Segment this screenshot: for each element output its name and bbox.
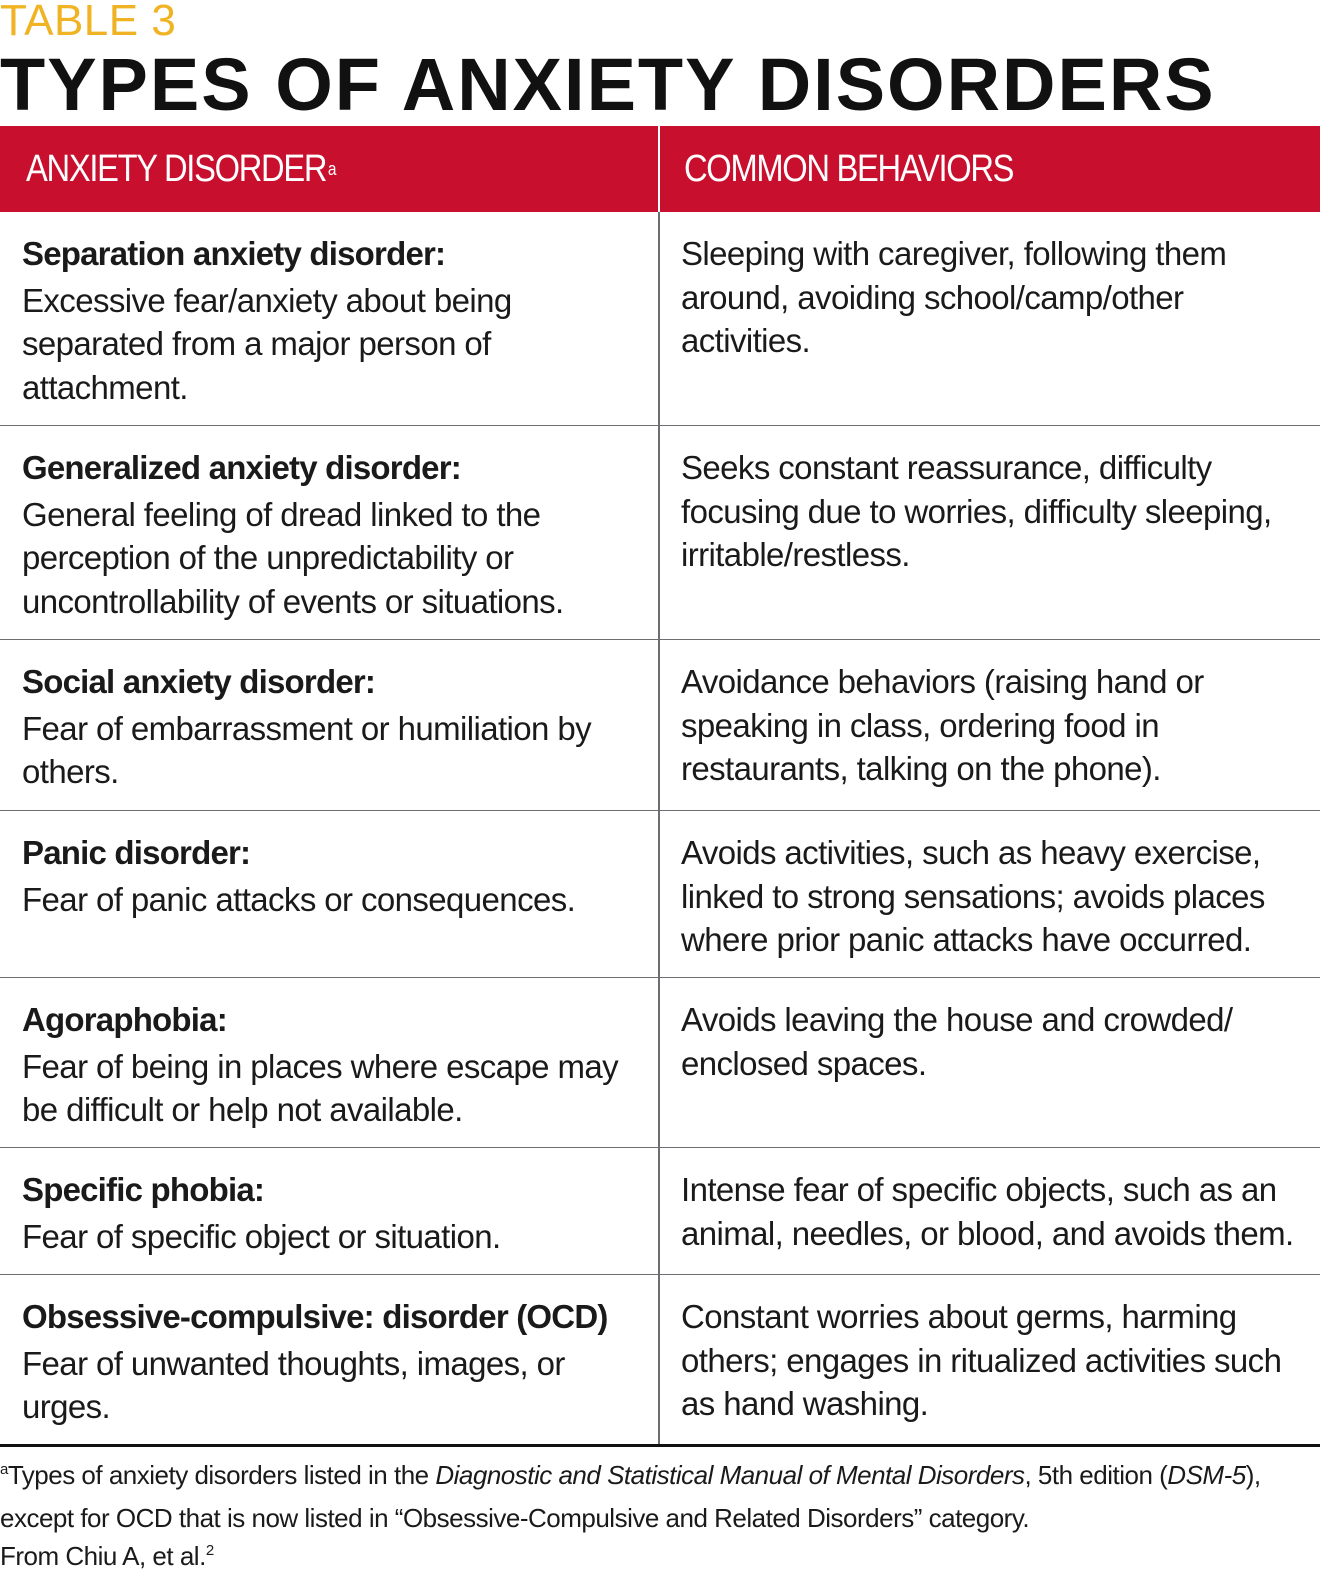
disorder-cell — [22, 232, 652, 409]
header-footnote-mark: a — [327, 159, 336, 179]
disorder-description: Excessive fear/anxiety about being separated from a major person of attachment. — [22, 281, 512, 406]
column-divider — [658, 426, 660, 639]
disorder-cell — [22, 1168, 652, 1258]
column-divider — [658, 811, 660, 977]
column-divider — [658, 978, 660, 1147]
footnote-source-reference: 2 — [205, 1542, 214, 1559]
behaviors-cell: Constant worries about germs, harming others; engages in ritualized activities such as hand washing. — [681, 1298, 1282, 1422]
disorder-description: Fear of embarrassment or humiliation by others. — [22, 709, 592, 790]
disorder-cell — [22, 831, 652, 921]
table-header-row — [0, 126, 1320, 212]
header-common-behaviors: COMMON BEHAVIORS — [684, 148, 1014, 190]
table-row — [0, 1275, 1320, 1447]
footnote-mark: a — [0, 1461, 8, 1478]
disorder-name: Generalized anxiety disorder: — [22, 449, 461, 486]
footnote-source: From Chiu A, et al. — [0, 1541, 206, 1571]
disorder-cell — [22, 998, 652, 1132]
disorder-name: Social anxiety disorder: — [22, 663, 376, 700]
footnote-manual-abbrev: DSM-5 — [1167, 1460, 1246, 1490]
disorder-name: Specific phobia: — [22, 1171, 265, 1208]
disorder-description: General feeling of dread linked to the perception of the unpredictability or uncontrollability of events or situations. — [22, 495, 564, 620]
disorder-name: Panic disorder: — [22, 834, 251, 871]
behaviors-cell: Avoidance behaviors (raising hand or speaking in class, ordering food in restaurants, talking on the phone). — [681, 663, 1204, 787]
header-anxiety-disorder-label: ANXIETY DISORDER — [26, 148, 327, 190]
column-divider — [658, 640, 660, 810]
footnote-text-before: Types of anxiety disorders listed in the — [7, 1460, 436, 1490]
disorder-description: Fear of specific object or situation. — [22, 1217, 501, 1255]
header-anxiety-disorder — [26, 126, 335, 212]
footnote-manual-title: Diagnostic and Statistical Manual of Mental Disorders — [435, 1460, 1025, 1490]
behaviors-cell: Intense fear of specific objects, such as an animal, needles, or blood, and avoids them. — [681, 1171, 1294, 1252]
table-row — [0, 811, 1320, 978]
disorder-description: Fear of unwanted thoughts, images, or urges. — [22, 1344, 565, 1425]
column-divider — [658, 1275, 660, 1444]
footnote-text-after: ), except for OCD that is now listed in “Obsessive-Compulsive and Related Disorders” category. — [0, 1460, 1261, 1533]
behaviors-cell: Sleeping with caregiver, following them around, avoiding school/camp/other activities. — [681, 235, 1227, 359]
disorder-cell — [22, 446, 652, 623]
table-row — [0, 978, 1320, 1148]
disorder-cell — [22, 660, 652, 794]
table-row — [0, 1148, 1320, 1275]
page-title: TYPES OF ANXIETY DISORDERS — [0, 43, 1216, 126]
footnote-text-mid: , 5th edition ( — [1024, 1460, 1168, 1490]
behaviors-cell: Avoids activities, such as heavy exercise, linked to strong sensations; avoids places where prior panic attacks have occurred. — [681, 834, 1265, 958]
disorder-name: Obsessive-compulsive: disorder (OCD) — [22, 1298, 608, 1335]
table-row — [0, 212, 1320, 426]
disorder-name: Separation anxiety disorder: — [22, 235, 446, 272]
behaviors-cell: Seeks constant reassurance, difficulty focusing due to worries, difficulty sleeping, irritable/restless. — [681, 449, 1272, 573]
disorder-cell — [22, 1295, 652, 1429]
table-row — [0, 640, 1320, 811]
disorder-description: Fear of being in places where escape may be difficult or help not available. — [22, 1047, 619, 1128]
behaviors-cell: Avoids leaving the house and crowded/ enclosed spaces. — [681, 1001, 1233, 1082]
disorder-name: Agoraphobia: — [22, 1001, 227, 1038]
header-divider — [658, 126, 660, 212]
table-footnote — [0, 1456, 1330, 1580]
table-row — [0, 426, 1320, 640]
table-number-label: TABLE 3 — [0, 0, 177, 45]
column-divider — [658, 212, 660, 425]
disorder-description: Fear of panic attacks or consequences. — [22, 880, 576, 918]
column-divider — [658, 1148, 660, 1274]
